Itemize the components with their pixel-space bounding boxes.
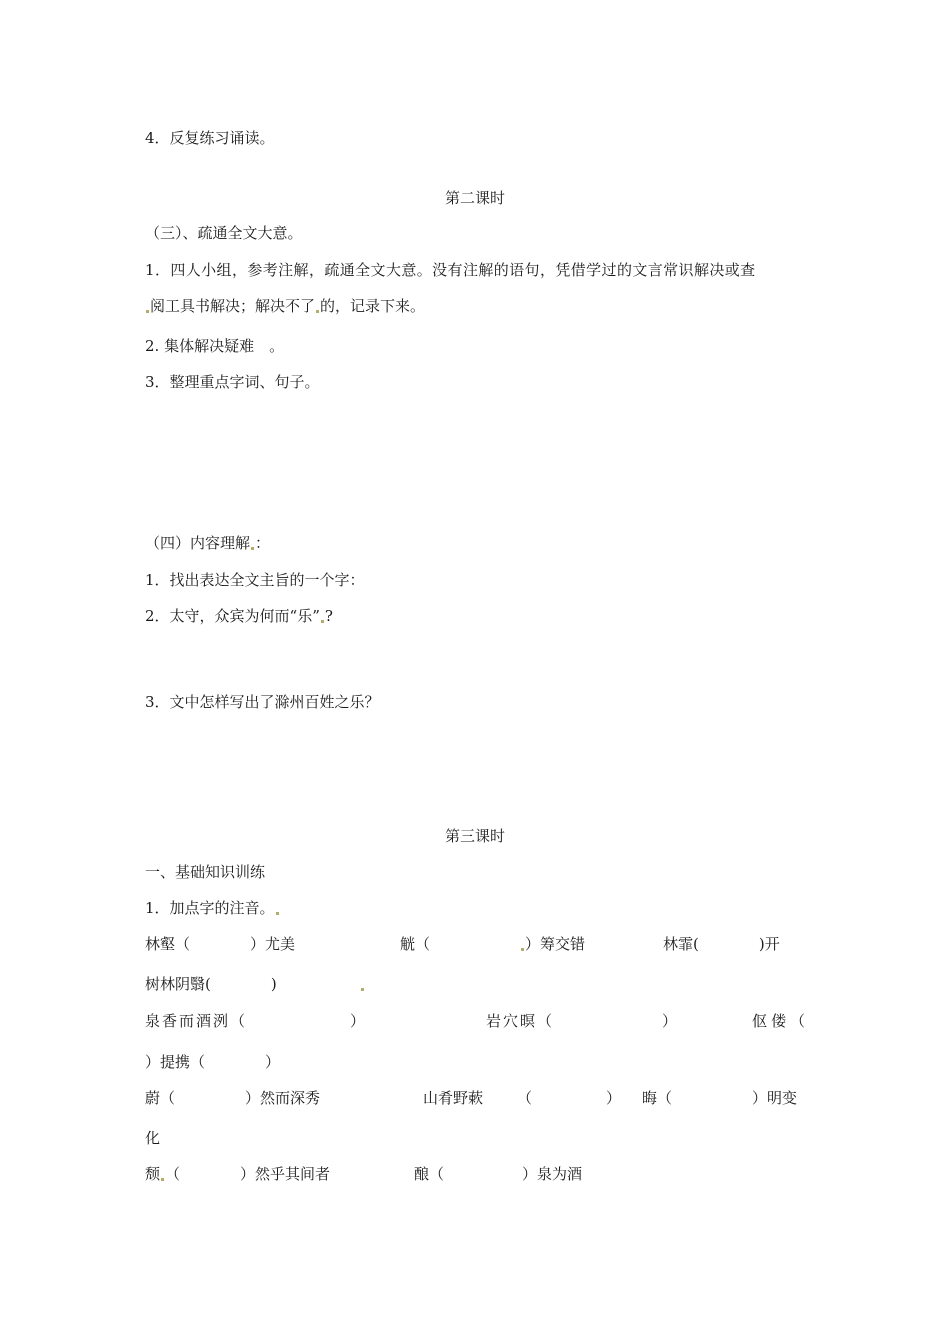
pinyin-item-tui: 颓 （ ）然乎其间者 [145, 1165, 331, 1183]
section-1-heading: 一、基础知识训练 [145, 863, 266, 881]
pinyin-item-tixie: ）提携（ ） [145, 1053, 281, 1071]
pinyin-item-gong-close: ）筹交错 [520, 934, 585, 954]
pinyin-item-linfei: 林霏( )开 [663, 935, 780, 953]
pinyin-item-yulv-open: 伛偻（ [752, 1012, 810, 1030]
pinyin-item-ming-close: ） [662, 1012, 678, 1030]
item-1-line-b: 阅工具书解决；解决不了 的，记录下来。 [145, 296, 425, 316]
emphasis-dot [316, 310, 319, 313]
emphasis-dot [146, 310, 149, 313]
question-1: 1．找出表达全文主旨的一个字： [145, 571, 365, 589]
item-1-line-a: 1．四人小组，参考注解，疏通全文大意。没有注解的语句，凭借学过的文言常识解决或查 [145, 261, 756, 279]
pinyin-item-jiulie-open: 泉香而酒洌（ [145, 1012, 248, 1030]
pinyin-item-hua: 化 [145, 1129, 161, 1147]
pinyin-item-hui-close: ）明变 [752, 1089, 798, 1107]
pinyin-task: 1．加点字的注音。 [145, 898, 280, 918]
pinyin-item-hui-open: 晦（ [642, 1089, 673, 1107]
emphasis-dot [321, 620, 324, 623]
pinyin-item-su-close: ） [606, 1089, 622, 1107]
emphasis-dot [361, 988, 364, 991]
pinyin-item-niang-close: ）泉为酒 [522, 1165, 583, 1183]
emphasis-dot [161, 1178, 164, 1181]
item-3-line: 3．整理重点字词、句子。 [145, 373, 320, 391]
step-4-line: 4．反复练习诵读。 [145, 129, 275, 147]
pinyin-item-gong-open: 觥（ [400, 935, 431, 953]
pinyin-item-yinyi: 树林阴翳( ) [145, 975, 277, 993]
item-2-line: 2. 集体解决疑难 。 [145, 337, 285, 355]
pinyin-item-wei-open: 蔚（ [145, 1089, 176, 1107]
pinyin-item-su-open: （ [517, 1089, 533, 1107]
section-4-heading: （四）内容理解 ： [145, 534, 271, 552]
emphasis-dot [276, 912, 279, 915]
pinyin-item-ming-open: 岩穴暝（ [486, 1012, 555, 1030]
question-2: 2．太守，众宾为何而“乐” ? [145, 607, 333, 625]
pinyin-item-niang-open: 酿（ [414, 1165, 445, 1183]
pinyin-item-jiulie-close: ） [350, 1012, 366, 1030]
pinyin-item-wei-close: ）然而深秀 [245, 1089, 321, 1107]
emphasis-dot [251, 547, 254, 550]
section-3-heading: （三）、疏通全文大意。 [145, 224, 303, 242]
pinyin-item-shanyao: 山肴野蔌 [423, 1089, 484, 1107]
pinyin-item-linhe: 林壑（ ）尤美 [145, 935, 296, 953]
question-3: 3．文中怎样写出了滁州百姓之乐？ [145, 693, 380, 711]
emphasis-dot [521, 948, 524, 951]
lesson-2-heading: 第二课时 [444, 189, 505, 207]
lesson-3-heading: 第三课时 [444, 827, 505, 845]
